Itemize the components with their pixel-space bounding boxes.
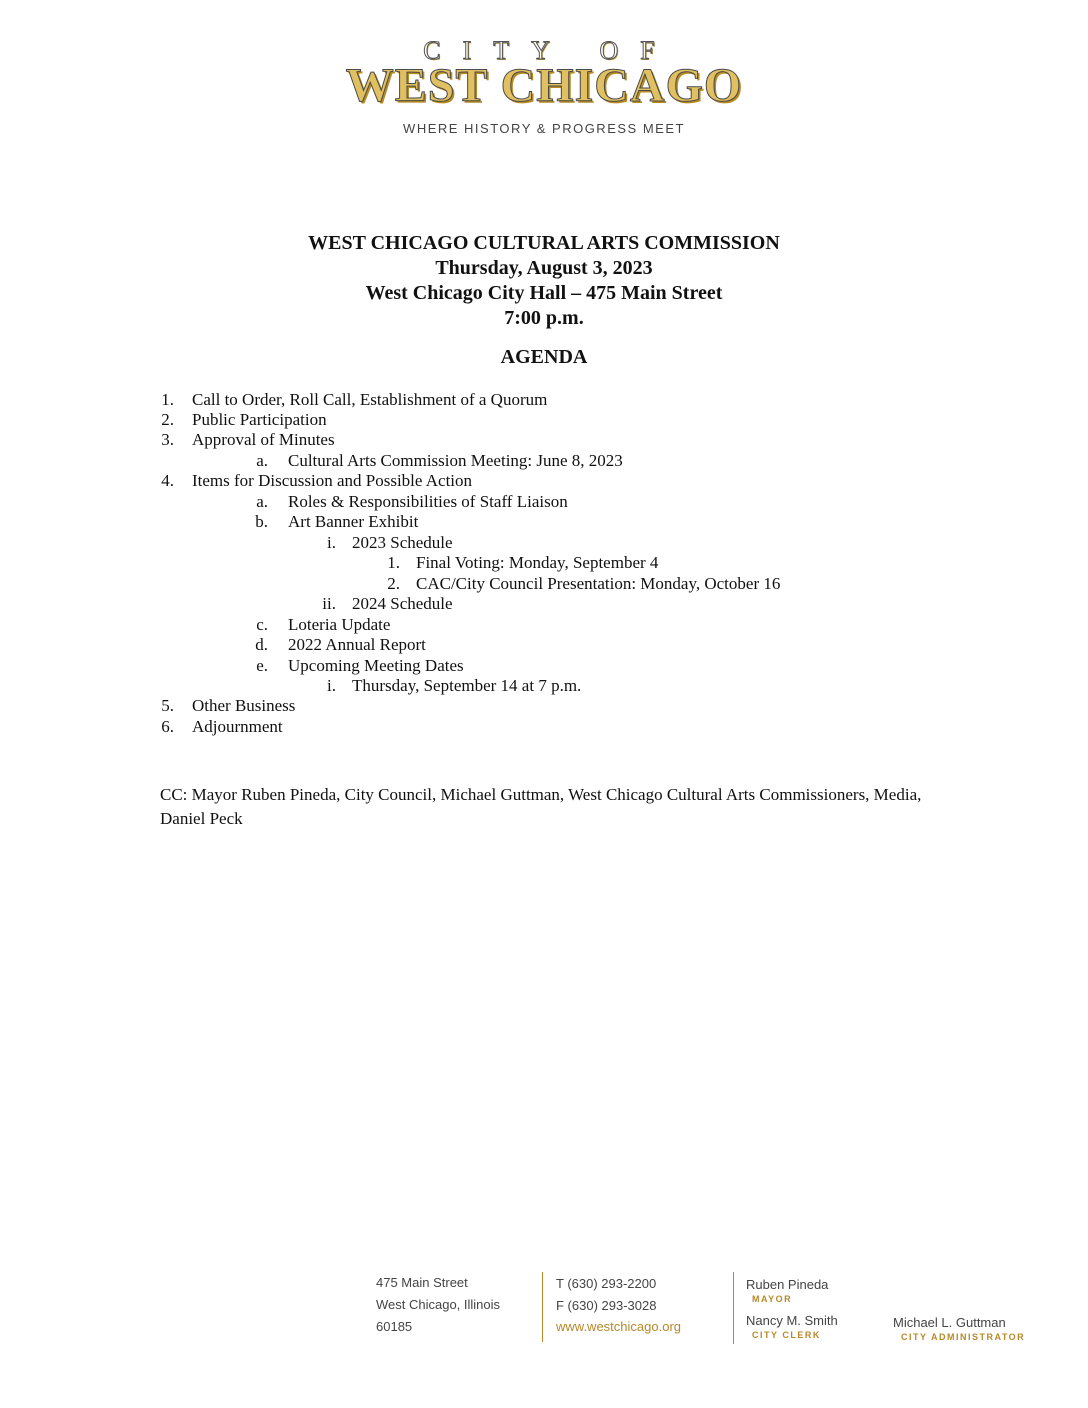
agenda-item: 3. Approval of Minutes xyxy=(161,430,335,449)
agenda-item: 1. Call to Order, Roll Call, Establishment of a Quorum xyxy=(161,390,548,409)
agenda-subsubitem: ii. 2024 Schedule xyxy=(322,594,453,613)
footer-divider xyxy=(733,1272,734,1344)
agenda-subitem: b. Art Banner Exhibit xyxy=(255,512,419,531)
agenda-subitem: e. Upcoming Meeting Dates xyxy=(256,656,464,675)
footer-admin-name: Michael L. Guttman xyxy=(893,1315,1006,1330)
footer-clerk-role: CITY CLERK xyxy=(752,1330,821,1340)
footer-phone: T (630) 293-2200 xyxy=(556,1276,657,1291)
meeting-location: West Chicago City Hall – 475 Main Street xyxy=(365,282,723,304)
agenda-item: 6. Adjournment xyxy=(161,717,283,736)
footer-mayor-role: MAYOR xyxy=(752,1294,793,1304)
agenda-subitem: c. Loteria Update xyxy=(256,615,391,634)
agenda-heading: AGENDA xyxy=(500,346,588,368)
agenda-subitem: a. Roles & Responsibilities of Staff Liaison xyxy=(256,492,568,511)
footer-address-line1: 475 Main Street xyxy=(376,1275,468,1290)
footer-fax: F (630) 293-3028 xyxy=(556,1298,657,1313)
meeting-time: 7:00 p.m. xyxy=(504,307,584,329)
logo-city-name: WEST CHICAGO xyxy=(345,59,743,112)
commission-title: WEST CHICAGO CULTURAL ARTS COMMISSION xyxy=(308,232,780,254)
footer-website-link[interactable]: www.westchicago.org xyxy=(556,1319,681,1334)
meeting-date: Thursday, August 3, 2023 xyxy=(435,257,653,279)
footer-address-line3: 60185 xyxy=(376,1319,413,1334)
agenda-subsubitem: i. 2023 Schedule xyxy=(327,533,453,552)
agenda-item: 5. Other Business xyxy=(161,696,296,715)
footer-clerk-name: Nancy M. Smith xyxy=(746,1313,838,1328)
agenda-item: 2. Public Participation xyxy=(161,410,327,429)
footer-address-line2: West Chicago, Illinois xyxy=(376,1297,501,1312)
footer-admin-role: CITY ADMINISTRATOR xyxy=(901,1332,1026,1342)
cc-distribution: CC: Mayor Ruben Pineda, City Council, Michael Guttman, West Chicago Cultural Arts Commissioners, Media, Daniel Peck xyxy=(160,785,922,828)
agenda-subitem: d. 2022 Annual Report xyxy=(255,635,426,654)
agenda-item: 4. Items for Discussion and Possible Action xyxy=(161,471,473,490)
footer-mayor-name: Ruben Pineda xyxy=(746,1277,829,1292)
agenda-subsubitem: i. Thursday, September 14 at 7 p.m. xyxy=(327,676,582,695)
agenda-level4-item: 2. CAC/City Council Presentation: Monday, October 16 xyxy=(387,574,781,593)
logo-tagline: WHERE HISTORY & PROGRESS MEET xyxy=(403,121,685,136)
agenda-subitem: a. Cultural Arts Commission Meeting: June 8, 2023 xyxy=(256,451,623,470)
agenda-level4-item: 1. Final Voting: Monday, September 4 xyxy=(387,553,659,572)
footer-divider xyxy=(542,1272,543,1342)
logo-city-of: CITY OF xyxy=(423,36,677,65)
